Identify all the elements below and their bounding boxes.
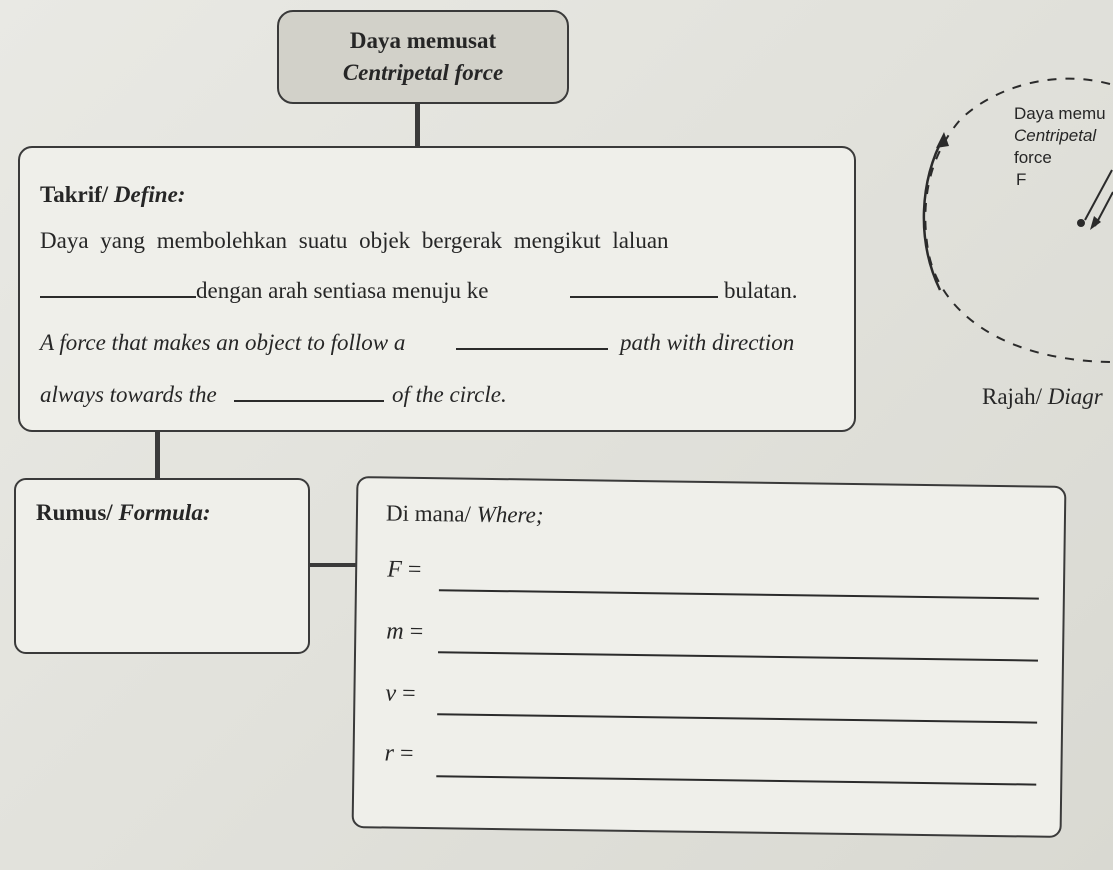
- where-blank-f[interactable]: [439, 589, 1039, 599]
- where-box: [352, 476, 1067, 838]
- define-heading: [40, 182, 185, 208]
- where-item-r: [384, 740, 413, 767]
- where-blank-m[interactable]: [438, 651, 1038, 661]
- diagram-label-f: F: [1016, 170, 1027, 189]
- where-symbol-r: r: [384, 740, 395, 767]
- where-symbol-m: m: [386, 618, 404, 645]
- title-sub: Centripetal force: [342, 60, 504, 85]
- define-english-line1-end: path with direction: [620, 330, 795, 355]
- where-item-f: [387, 556, 422, 583]
- define-heading-english: Define:: [113, 182, 186, 207]
- where-heading-english: Where;: [476, 501, 544, 528]
- where-item-m: [386, 618, 423, 646]
- define-malay-line1: Daya yang membolehkan suatu objek bergerak mengikut laluan: [40, 228, 669, 253]
- title-connector: [415, 104, 420, 147]
- where-blank-r[interactable]: [436, 775, 1036, 785]
- diagram-caption-english: Diagr: [1047, 384, 1103, 409]
- diagram-label-1: Daya memu: [1014, 104, 1106, 123]
- formula-connector: [310, 563, 356, 567]
- circle-path-solid: [924, 136, 944, 290]
- define-malay-line2: dengan arah sentiasa menuju ke: [196, 278, 489, 303]
- formula-answer-area[interactable]: [30, 542, 290, 642]
- title-box: [277, 10, 569, 104]
- where-heading: [386, 500, 544, 528]
- diagram-caption-malay: Rajah/: [982, 384, 1043, 409]
- where-item-v: [385, 680, 416, 707]
- define-english-line1: A force that makes an object to follow a: [40, 330, 406, 355]
- define-english-line2-end: of the circle.: [392, 382, 507, 407]
- define-blank-4[interactable]: [234, 400, 384, 402]
- title-main: Daya memusat: [349, 28, 497, 53]
- where-eq-f: =: [407, 556, 422, 583]
- define-box: [18, 146, 856, 432]
- where-symbol-f: F: [387, 556, 403, 583]
- where-eq-m: =: [409, 618, 424, 646]
- where-heading-malay: Di mana/: [385, 500, 472, 527]
- object-dot: [1077, 219, 1085, 227]
- diagram-label-2: Centripetal: [1014, 126, 1097, 145]
- define-malay-line2-end: bulatan.: [724, 278, 798, 303]
- where-eq-r: =: [399, 740, 414, 767]
- diagram-caption: [982, 384, 1103, 410]
- define-blank-1[interactable]: [40, 296, 196, 298]
- motion-arrow-icon: [936, 132, 949, 148]
- define-blank-3[interactable]: [456, 348, 608, 350]
- formula-heading-malay: Rumus/: [36, 500, 113, 525]
- diagram-label-3: force: [1014, 148, 1052, 167]
- formula-heading: [36, 500, 210, 526]
- formula-box: [14, 478, 310, 654]
- define-english-line2: always towards the: [40, 382, 217, 407]
- force-line-1: [1085, 170, 1112, 220]
- formula-heading-english: Formula:: [118, 500, 211, 525]
- define-heading-malay: Takrif/: [40, 182, 109, 207]
- define-blank-2[interactable]: [570, 296, 718, 298]
- define-connector: [155, 432, 160, 479]
- where-symbol-v: v: [385, 680, 397, 707]
- where-blank-v[interactable]: [437, 713, 1037, 723]
- where-eq-v: =: [401, 680, 416, 707]
